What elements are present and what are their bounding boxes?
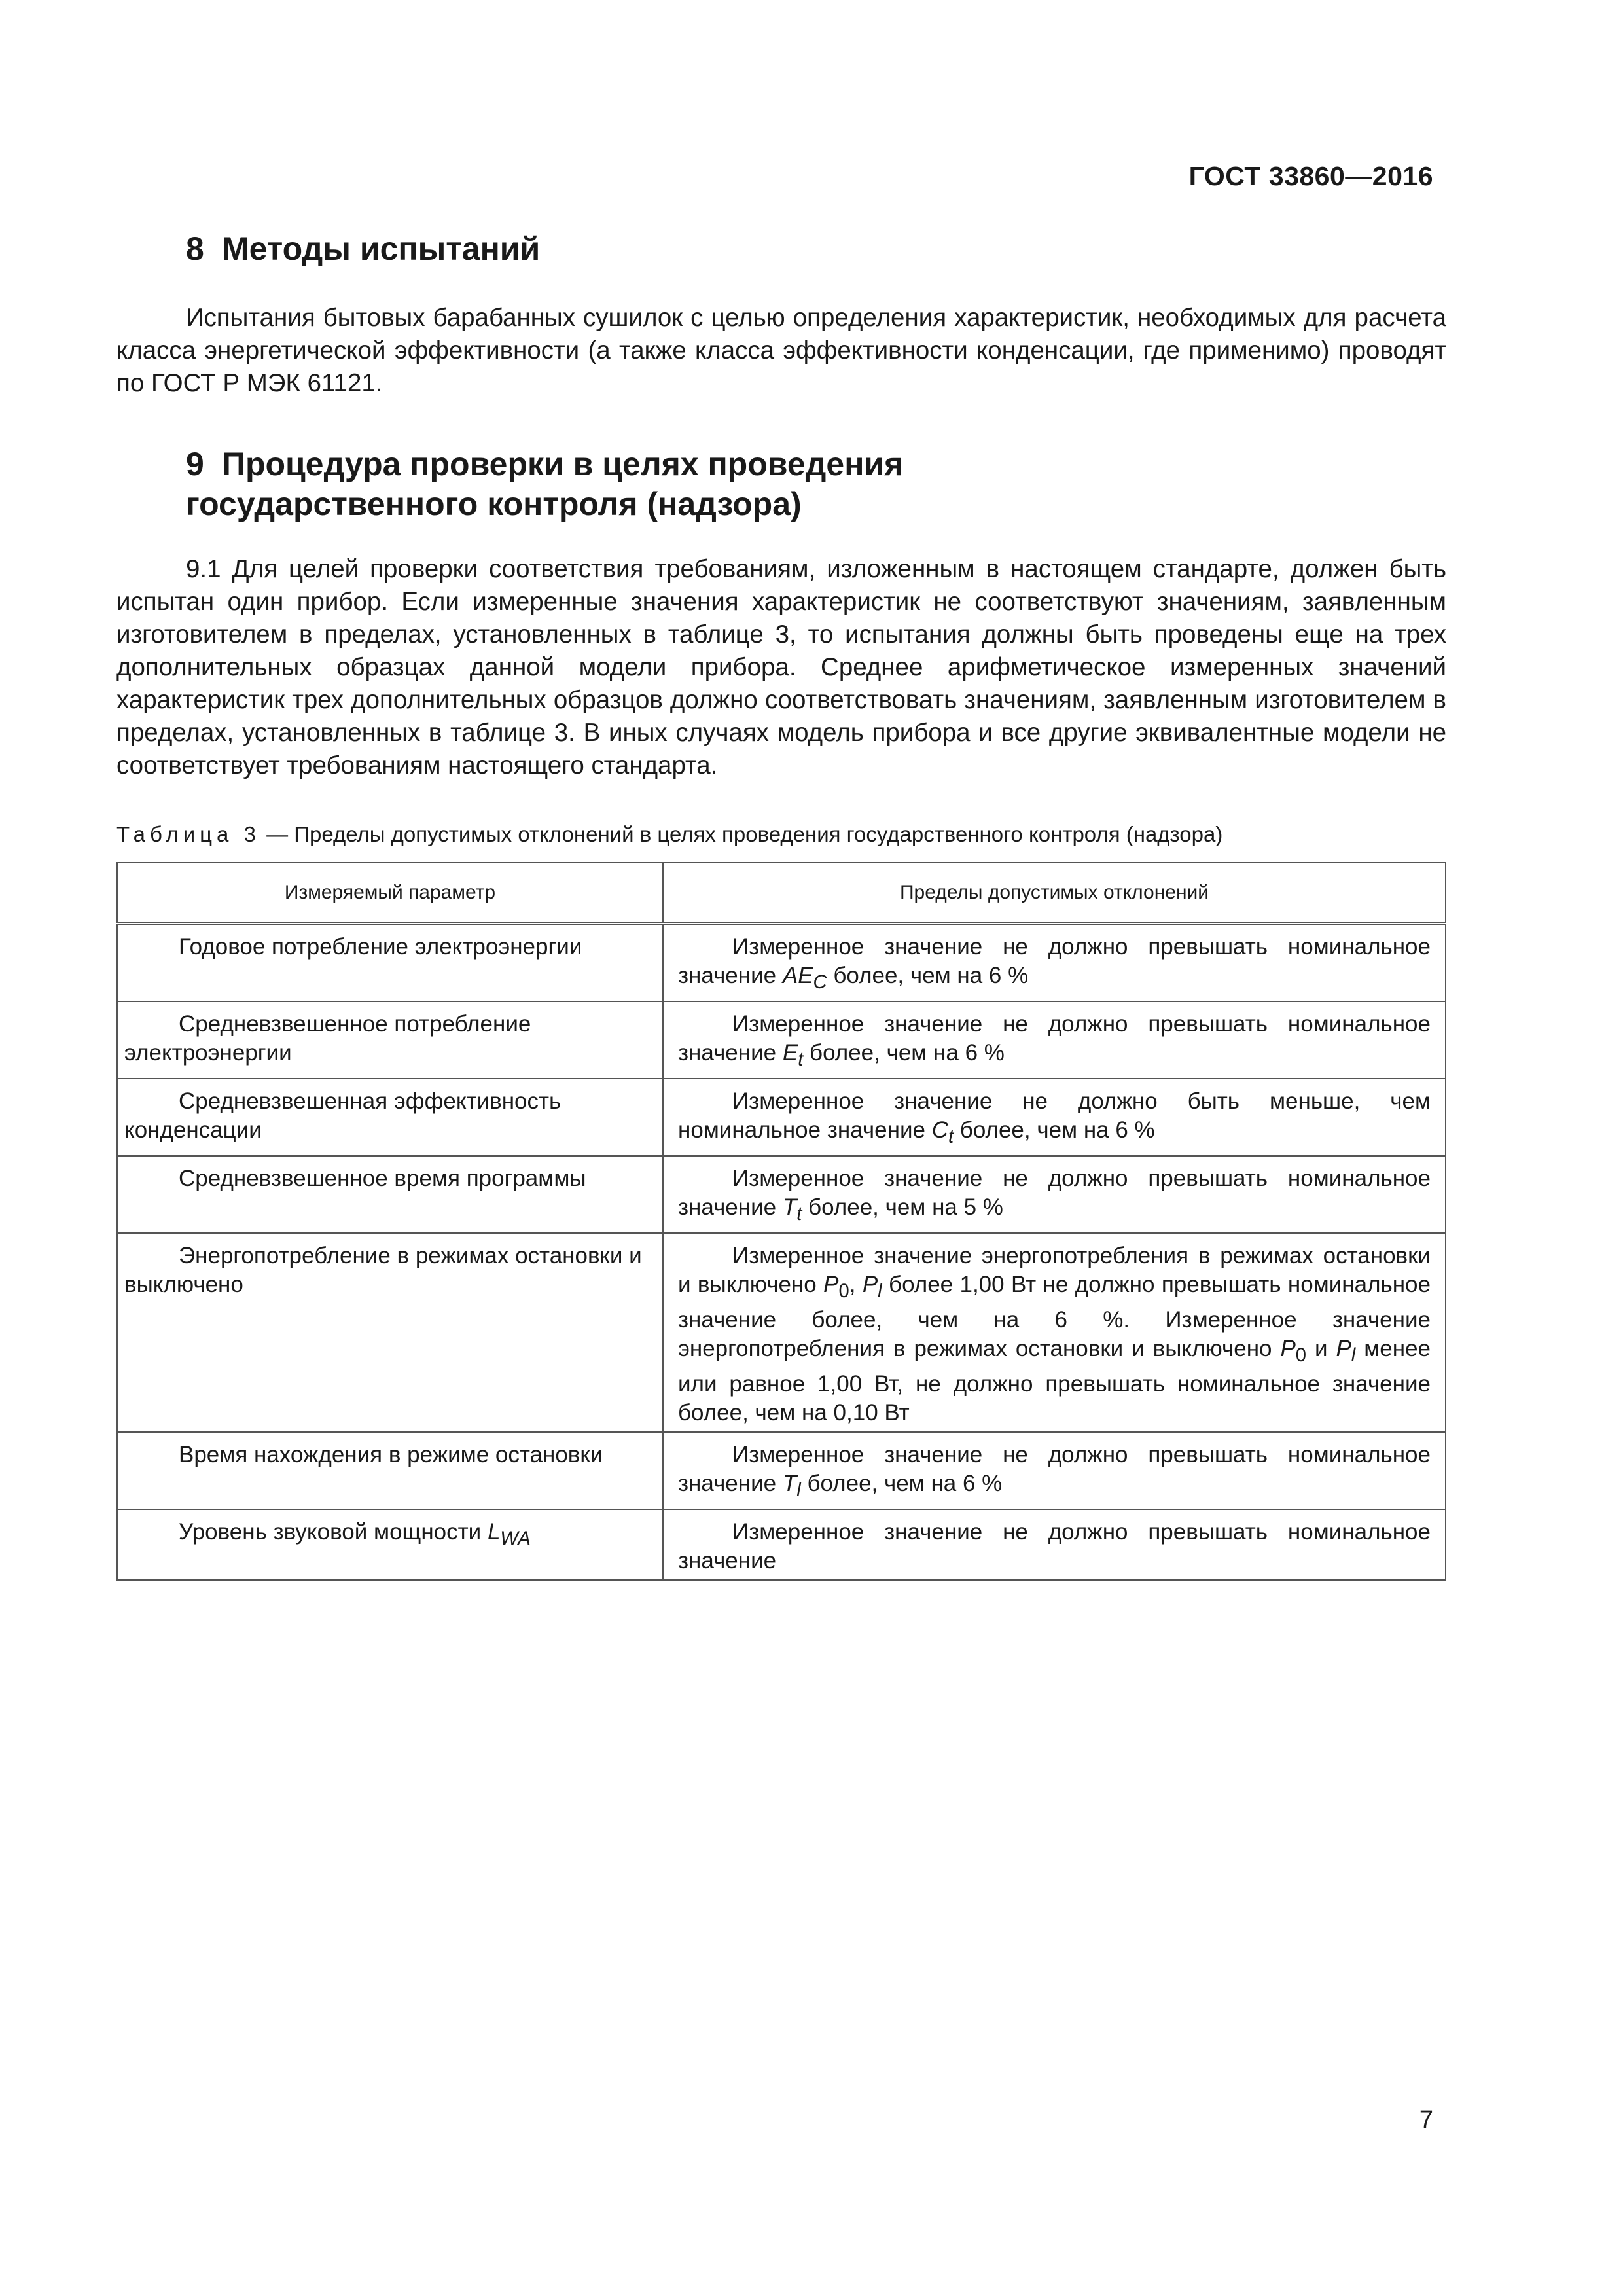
param-text: Годовое потребление электроэнергии bbox=[179, 934, 582, 960]
table-header-parameter: Измеряемый параметр bbox=[117, 863, 663, 924]
section-9-number: 9 bbox=[186, 446, 204, 482]
section-8-title: Методы испытаний bbox=[222, 230, 541, 267]
table-row bbox=[117, 1079, 1446, 1156]
table-caption bbox=[116, 820, 1446, 849]
param-text: Энергопотребление в режимах остановки и выключено bbox=[124, 1243, 642, 1297]
section-8-heading bbox=[116, 229, 1446, 269]
table-caption-label: Таблица 3 bbox=[116, 822, 260, 846]
section-8 bbox=[116, 229, 1446, 400]
param-cell bbox=[117, 1079, 663, 1156]
table-row bbox=[117, 1156, 1446, 1233]
limit-text: Измеренное значение не должно превышать номинальное значение $E_t$ более, чем на 6 % bbox=[678, 1011, 1431, 1070]
limit-cell bbox=[663, 1233, 1446, 1432]
param-cell bbox=[117, 1156, 663, 1233]
page-number: 7 bbox=[1419, 2106, 1433, 2134]
section-9-title-line2: государственного контроля (надзора) bbox=[186, 486, 802, 522]
limit-cell bbox=[663, 1509, 1446, 1580]
param-text: Средневзвешенная эффективность конденсации bbox=[124, 1088, 562, 1143]
table-row bbox=[117, 924, 1446, 1001]
param-text: Средневзвешенное время программы bbox=[179, 1166, 586, 1191]
section-9-title-line1: Процедура проверки в целях проведения bbox=[222, 446, 904, 482]
param-text: Уровень звуковой мощности $L_{WA}$ bbox=[179, 1519, 531, 1549]
standard-header: ГОСТ 33860—2016 bbox=[1188, 161, 1433, 191]
limit-text: Измеренное значение не должно превышать номинальное значение $AE_C$ более, чем на 6 % bbox=[678, 934, 1431, 993]
section-8-number: 8 bbox=[186, 230, 204, 267]
limit-text: Измеренное значение энергопотребления в режимах остановки и выключено $P_0$, $P_l$ более 1,00 Вт не должно превышать номинальное значение более, чем на 6 %. Измеренное значение энергопотребления в режимах остановки и выключено $P_0$ и $P_l$ менее или равное 1,00 Вт, не должно превышать номинальное значение более, чем на 0,10 Вт bbox=[678, 1243, 1431, 1426]
table-header-row bbox=[117, 863, 1446, 924]
limit-cell bbox=[663, 1079, 1446, 1156]
tolerance-table bbox=[116, 862, 1446, 1581]
param-cell bbox=[117, 1233, 663, 1432]
param-cell bbox=[117, 1509, 663, 1580]
table-caption-text: — Пределы допустимых отклонений в целях проведения государственного контроля (надзора) bbox=[260, 822, 1223, 846]
param-cell bbox=[117, 1001, 663, 1079]
param-cell bbox=[117, 1432, 663, 1509]
limit-text: Измеренное значение не должно быть меньше, чем номинальное значение $C_t$ более, чем на 6 % bbox=[678, 1088, 1431, 1147]
table-header-limits: Пределы допустимых отклонений bbox=[663, 863, 1446, 924]
page-content bbox=[116, 229, 1446, 1581]
section-9-paragraph: 9.1 Для целей проверки соответствия требованиям, изложенным в настоящем стандарте, должен быть испытан один прибор. Если измеренные значения характеристик не соответствуют значениям, заявленным изготовителем в пределах, установленных в таблице 3, то испытания должны быть проведены еще на трех дополнительных образцах данной модели прибора. Среднее арифметическое измеренных значений характеристик трех дополнительных образцов должно соответствовать значениям, заявленным изготовителем в пределах, установленных в таблице 3. В иных случаях модель прибора и все другие эквивалентные модели не соответствует требованиям настоящего стандарта. bbox=[116, 555, 1446, 780]
limit-text: Измеренное значение не должно превышать номинальное значение bbox=[678, 1519, 1431, 1573]
table-row bbox=[117, 1001, 1446, 1079]
table-row bbox=[117, 1233, 1446, 1432]
limit-text: Измеренное значение не должно превышать номинальное значение $T_l$ более, чем на 6 % bbox=[678, 1442, 1431, 1501]
param-text: Время нахождения в режиме остановки bbox=[179, 1442, 603, 1467]
limit-cell bbox=[663, 1432, 1446, 1509]
table-row bbox=[117, 1509, 1446, 1580]
param-text: Средневзвешенное потребление электроэнергии bbox=[124, 1011, 531, 1066]
table-row bbox=[117, 1432, 1446, 1509]
section-9 bbox=[116, 444, 1446, 782]
param-cell bbox=[117, 924, 663, 1001]
limit-cell bbox=[663, 1156, 1446, 1233]
section-9-heading bbox=[116, 444, 1446, 524]
limit-cell bbox=[663, 924, 1446, 1001]
limit-text: Измеренное значение не должно превышать номинальное значение $T_t$ более, чем на 5 % bbox=[678, 1166, 1431, 1225]
section-8-paragraph: Испытания бытовых барабанных сушилок с целью определения характеристик, необходимых для расчета класса энергетической эффективности (а также класса эффективности конденсации, где применимо) проводят по ГОСТ Р МЭК 61121. bbox=[116, 304, 1446, 397]
limit-cell bbox=[663, 1001, 1446, 1079]
